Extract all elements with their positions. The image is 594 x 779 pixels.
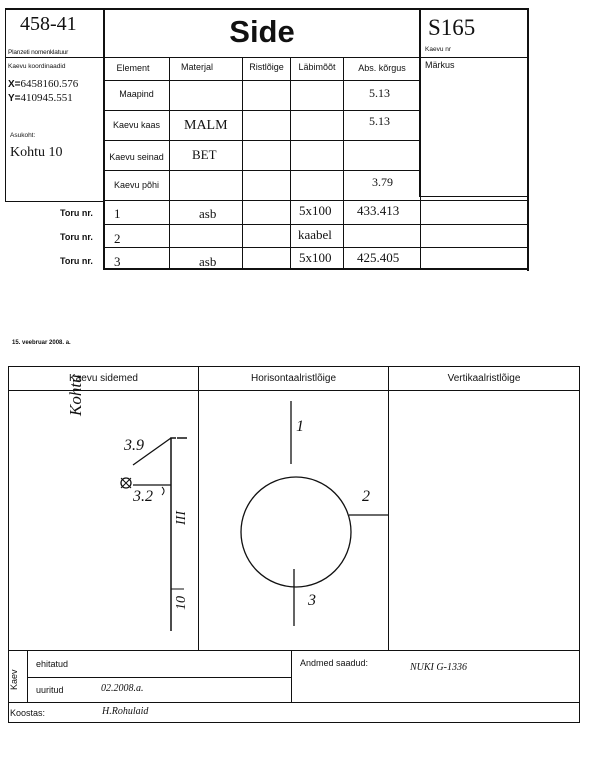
section-connections: Kaevu sidemed	[69, 373, 138, 384]
well-side-label: Kaev	[9, 669, 19, 690]
col-diameter: Läbimõõt	[298, 62, 336, 72]
street-name: Kohtu	[66, 374, 85, 416]
built-label: ehitatud	[36, 659, 69, 669]
col-remarks: Märkus	[425, 60, 455, 70]
row-element: Kaevu kaas	[112, 120, 161, 130]
row-element: Kaevu seinad	[109, 152, 164, 162]
col-abs-height: Abs. kõrgus	[358, 63, 406, 73]
pipe-label: Toru nr.	[60, 256, 93, 266]
sheet-number-caption: Planzeti nomenklatuur	[8, 49, 69, 56]
roman-three-mark: III	[174, 511, 189, 525]
pipe-material: asb	[199, 254, 217, 269]
pipe-number: 3	[114, 254, 121, 269]
y-label: Y=	[8, 93, 21, 104]
connections-sketch	[9, 391, 198, 649]
data-source-label: Andmed saadud:	[300, 658, 369, 668]
well-id-caption: Kaevu nr	[425, 46, 452, 53]
pipe-diameter: 5x100	[299, 203, 332, 218]
well-id: S165	[428, 15, 476, 40]
pipe-2-label: 2	[362, 488, 370, 505]
location-label: Asukoht:	[10, 132, 36, 139]
x-coordinate	[8, 78, 78, 90]
col-element: Element	[116, 63, 150, 73]
row-material: BET	[192, 147, 217, 162]
pipe-number: 1	[114, 206, 121, 221]
y-coordinate	[8, 92, 73, 104]
author-label: Koostas:	[10, 708, 46, 718]
pipe-diameter: kaabel	[298, 227, 332, 242]
row-height: 5.13	[369, 86, 390, 100]
surveyed-value: 02.2008.a.	[101, 683, 144, 694]
pipe-diameter: 5x100	[299, 250, 332, 265]
row-element: Maapind	[119, 89, 154, 99]
section-horizontal: Horisontaalristlõige	[250, 373, 337, 384]
coordinates-caption: Kaevu koordinaadid	[8, 63, 66, 70]
distance-lower: 3.2	[133, 488, 153, 505]
y-value: 410945.551	[20, 92, 73, 104]
well-outline	[241, 477, 351, 587]
ten-mark: 10	[174, 596, 189, 610]
author-value: H.Rohulaid	[102, 706, 149, 717]
section-vertical: Vertikaalristlõige	[447, 373, 521, 384]
sheet-number: 458-41	[20, 13, 77, 35]
x-value: 6458160.576	[20, 78, 79, 90]
page-title: Side	[229, 14, 295, 49]
pipe-height: 425.405	[357, 250, 400, 265]
pipe-label: Toru nr.	[60, 208, 93, 218]
row-height: 3.79	[372, 175, 393, 189]
distance-upper: 3.9	[124, 437, 144, 454]
col-cross-section: Ristlõige	[249, 62, 284, 72]
row-height: 5.13	[369, 114, 390, 128]
pipe-3-label: 3	[308, 592, 316, 609]
horizontal-section-drawing	[199, 391, 388, 649]
x-label: X=	[8, 79, 21, 90]
date-line: 15. veebruar 2008. a.	[12, 340, 71, 346]
row-material: MALM	[184, 118, 228, 133]
pipe-height: 433.413	[357, 203, 400, 218]
pipe-1-label: 1	[296, 418, 304, 435]
location-value: Kohtu 10	[10, 145, 63, 160]
pipe-label: Toru nr.	[60, 232, 93, 242]
row-element: Kaevu põhi	[113, 180, 160, 190]
data-source-value: NUKI G-1336	[410, 662, 467, 673]
pipe-number: 2	[114, 231, 121, 246]
surveyed-label: uuritud	[36, 685, 64, 695]
col-material: Materjal	[180, 62, 213, 72]
pipe-material: asb	[199, 206, 217, 221]
